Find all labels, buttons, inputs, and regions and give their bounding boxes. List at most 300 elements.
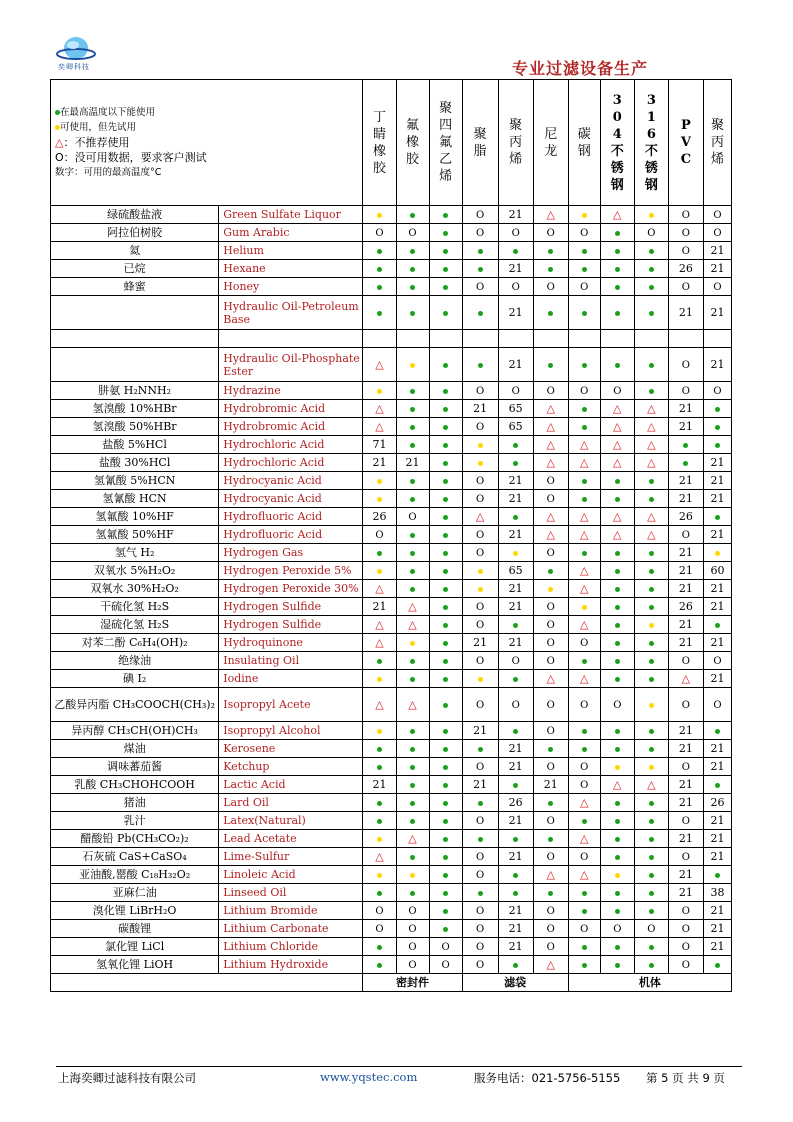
max-temperature-value: 21 — [508, 904, 523, 917]
green-dot-icon — [478, 747, 483, 752]
rating-cell — [568, 722, 600, 740]
green-dot-icon — [443, 729, 448, 734]
chemical-name-cn: 碘 I₂ — [51, 670, 219, 688]
max-temperature-value: 26 — [710, 796, 725, 809]
material-name-char: 聚 — [509, 118, 523, 133]
max-temperature-value: 21 — [678, 492, 693, 505]
max-temperature-value: 21 — [710, 582, 725, 595]
max-temperature-value: 71 — [372, 438, 387, 451]
no-data-ring-icon: O — [613, 923, 622, 935]
rating-cell — [533, 454, 568, 472]
max-temperature-value: 21 — [710, 904, 725, 917]
rating-cell — [498, 938, 533, 956]
green-dot-icon — [377, 551, 382, 556]
rating-cell — [462, 902, 498, 920]
max-temperature-value: 21 — [372, 456, 387, 469]
table-row — [51, 848, 732, 866]
green-dot-icon — [649, 891, 654, 896]
green-dot-icon — [649, 909, 654, 914]
green-dot-icon — [615, 855, 620, 860]
rating-cell — [533, 598, 568, 616]
rating-cell — [462, 794, 498, 812]
green-dot-icon — [649, 605, 654, 610]
max-temperature-value: 21 — [508, 262, 523, 275]
chemical-name-en: Isopropyl Alcohol — [219, 722, 363, 740]
yellow-dot-icon — [649, 213, 654, 218]
yellow-dot-icon — [377, 569, 382, 574]
rating-cell — [363, 688, 396, 722]
rating-cell — [703, 490, 731, 508]
green-dot-icon — [377, 267, 382, 272]
green-dot-icon — [548, 249, 553, 254]
green-dot-icon — [649, 479, 654, 484]
no-data-ring-icon: O — [681, 359, 690, 371]
material-name-char: 聚 — [473, 126, 487, 142]
table-row — [51, 688, 732, 722]
rating-cell — [600, 400, 634, 418]
rating-cell — [363, 242, 396, 260]
rating-cell — [634, 616, 668, 634]
rating-cell — [396, 722, 429, 740]
no-data-ring-icon: O — [546, 851, 555, 863]
no-data-ring-icon: O — [713, 655, 722, 667]
no-data-ring-icon: O — [713, 281, 722, 293]
green-dot-icon — [410, 569, 415, 574]
yellow-dot-icon — [715, 551, 720, 556]
rating-cell — [668, 418, 703, 436]
rating-cell — [634, 296, 668, 330]
green-dot-icon — [649, 945, 654, 950]
no-data-ring-icon: O — [580, 637, 589, 649]
max-temperature-value: 21 — [543, 778, 558, 791]
rating-cell — [462, 884, 498, 902]
yellow-dot-icon — [478, 587, 483, 592]
yellow-dot-icon — [410, 873, 415, 878]
rating-cell — [533, 260, 568, 278]
yellow-dot-icon — [377, 837, 382, 842]
chemical-name-cn: 氢氰酸 5%HCN — [51, 472, 219, 490]
rating-cell — [429, 526, 462, 544]
green-dot-icon — [410, 855, 415, 860]
green-dot-icon — [715, 515, 720, 520]
rating-cell — [396, 688, 429, 722]
rating-cell — [533, 224, 568, 242]
green-dot-icon — [443, 927, 448, 932]
green-dot-icon — [615, 363, 620, 368]
green-dot-icon — [443, 551, 448, 556]
green-dot-icon — [410, 389, 415, 394]
table-row — [51, 544, 732, 562]
rating-cell — [668, 330, 703, 348]
rating-cell — [568, 472, 600, 490]
no-data-ring-icon: O — [681, 281, 690, 293]
rating-cell — [462, 526, 498, 544]
green-dot-icon — [443, 623, 448, 628]
rating-cell — [568, 580, 600, 598]
green-dot-icon — [615, 311, 620, 316]
rating-cell — [600, 436, 634, 454]
material-name-char: 烯 — [710, 152, 724, 167]
rating-cell — [568, 348, 600, 382]
rating-cell — [668, 296, 703, 330]
chemical-name-cn: 煤油 — [51, 740, 219, 758]
rating-cell — [363, 562, 396, 580]
warning-triangle-icon: △ — [580, 868, 589, 881]
max-temperature-value: 21 — [508, 474, 523, 487]
rating-cell — [498, 562, 533, 580]
material-name-char: 聚 — [710, 118, 724, 133]
green-dot-icon — [443, 533, 448, 538]
warning-triangle-icon: △ — [613, 208, 622, 221]
rating-cell — [429, 688, 462, 722]
chemical-name-cn — [51, 296, 219, 330]
rating-cell — [668, 278, 703, 296]
table-row — [51, 526, 732, 544]
chemical-name-en: Green Sulfate Liquor — [219, 206, 363, 224]
green-dot-icon — [410, 213, 415, 218]
rating-cell — [396, 812, 429, 830]
chemical-name-en: Hydrofluoric Acid — [219, 526, 363, 544]
no-data-ring-icon: O — [681, 851, 690, 863]
group-blank — [51, 974, 363, 992]
rating-cell — [363, 616, 396, 634]
green-dot-icon — [443, 891, 448, 896]
no-data-ring-icon: O — [408, 941, 417, 953]
no-data-ring-icon: O — [476, 851, 485, 863]
chemical-name-en: Insulating Oil — [219, 652, 363, 670]
chemical-name-cn: 氢溴酸 10%HBr — [51, 400, 219, 418]
rating-cell — [568, 902, 600, 920]
rating-cell — [533, 436, 568, 454]
green-dot-icon — [443, 213, 448, 218]
rating-cell — [568, 866, 600, 884]
no-data-ring-icon: O — [580, 227, 589, 239]
rating-cell — [703, 296, 731, 330]
rating-cell — [568, 400, 600, 418]
rating-cell — [634, 902, 668, 920]
max-temperature-value: 21 — [508, 600, 523, 613]
rating-cell — [429, 508, 462, 526]
legend-text: ：没可用数据，要求客户测试 — [63, 151, 207, 164]
rating-cell — [668, 224, 703, 242]
chemical-name-en: Hexane — [219, 260, 363, 278]
material-column-header — [600, 80, 634, 206]
rating-cell — [703, 436, 731, 454]
material-column-header — [668, 80, 703, 206]
green-dot-icon — [649, 963, 654, 968]
rating-cell — [462, 920, 498, 938]
rating-cell — [703, 740, 731, 758]
rating-cell — [462, 330, 498, 348]
rating-cell — [533, 562, 568, 580]
rating-cell — [462, 508, 498, 526]
chemical-name-en: Ketchup — [219, 758, 363, 776]
no-data-ring-icon: O — [546, 601, 555, 613]
warning-triangle-icon: △ — [546, 510, 555, 523]
table-row — [51, 616, 732, 634]
rating-cell — [634, 400, 668, 418]
green-dot-icon — [410, 497, 415, 502]
no-data-ring-icon: O — [375, 529, 384, 541]
rating-cell — [462, 616, 498, 634]
max-temperature-value: 21 — [678, 796, 693, 809]
rating-cell — [396, 260, 429, 278]
no-data-ring-icon: O — [476, 601, 485, 613]
chemical-name-en: Kerosene — [219, 740, 363, 758]
no-data-ring-icon: O — [408, 923, 417, 935]
green-dot-icon — [715, 783, 720, 788]
rating-cell — [703, 956, 731, 974]
warning-triangle-icon: △ — [375, 582, 384, 595]
chemical-name-en: Gum Arabic — [219, 224, 363, 242]
rating-cell — [363, 884, 396, 902]
no-data-ring-icon: O — [580, 761, 589, 773]
rating-cell — [462, 242, 498, 260]
rating-cell — [634, 526, 668, 544]
rating-cell — [363, 956, 396, 974]
green-dot-icon — [683, 461, 688, 466]
rating-cell — [396, 866, 429, 884]
rating-cell — [600, 670, 634, 688]
max-temperature-value: 21 — [678, 742, 693, 755]
rating-cell — [429, 758, 462, 776]
material-group-label: 滤袋 — [462, 974, 568, 992]
warning-triangle-icon: △ — [580, 618, 589, 631]
material-group-label: 密封件 — [363, 974, 462, 992]
rating-cell — [533, 722, 568, 740]
material-name-char: 3 — [612, 92, 622, 108]
warning-triangle-icon: △ — [408, 698, 417, 711]
rating-cell — [498, 580, 533, 598]
rating-cell — [396, 794, 429, 812]
max-temperature-value: 65 — [508, 402, 523, 415]
no-data-ring-icon: O — [681, 209, 690, 221]
green-dot-icon — [615, 249, 620, 254]
green-dot-icon — [377, 819, 382, 824]
chemical-name-en: Hydrogen Gas — [219, 544, 363, 562]
green-dot-icon — [410, 249, 415, 254]
rating-cell — [533, 830, 568, 848]
rating-cell — [600, 830, 634, 848]
rating-cell — [498, 330, 533, 348]
yellow-dot-icon — [615, 765, 620, 770]
rating-cell — [600, 652, 634, 670]
rating-cell — [634, 260, 668, 278]
rating-cell — [703, 902, 731, 920]
rating-cell — [533, 242, 568, 260]
rating-cell — [568, 634, 600, 652]
yellow-dot-icon — [410, 363, 415, 368]
rating-cell — [533, 688, 568, 722]
rating-cell — [462, 956, 498, 974]
warning-triangle-icon: △ — [647, 778, 656, 791]
no-data-ring-icon: O — [647, 227, 656, 239]
rating-cell — [568, 490, 600, 508]
rating-cell — [429, 224, 462, 242]
table-row — [51, 884, 732, 902]
material-column-header — [568, 80, 600, 206]
max-temperature-value: 21 — [508, 492, 523, 505]
rating-cell — [600, 848, 634, 866]
rating-cell — [533, 848, 568, 866]
rating-cell — [396, 418, 429, 436]
green-dot-icon — [582, 363, 587, 368]
warning-triangle-icon: △ — [613, 510, 622, 523]
chemical-name-cn: 盐酸 30%HCl — [51, 454, 219, 472]
rating-cell — [462, 454, 498, 472]
rating-cell — [703, 830, 731, 848]
chemical-name-cn: 氢氟酸 10%HF — [51, 508, 219, 526]
no-data-ring-icon: O — [681, 699, 690, 711]
rating-cell — [568, 616, 600, 634]
max-temperature-value: 21 — [508, 922, 523, 935]
chemical-name-cn: 氯化锂 LiCl — [51, 938, 219, 956]
green-dot-icon — [410, 765, 415, 770]
rating-cell — [533, 580, 568, 598]
max-temperature-value: 21 — [710, 742, 725, 755]
rating-cell — [396, 652, 429, 670]
table-row — [51, 812, 732, 830]
rating-cell — [668, 382, 703, 400]
rating-cell — [429, 902, 462, 920]
rating-cell — [568, 670, 600, 688]
rating-cell — [600, 224, 634, 242]
no-data-ring-icon: O — [713, 699, 722, 711]
table-row — [51, 454, 732, 472]
green-dot-icon — [478, 267, 483, 272]
chemical-name-cn: 干硫化氢 H₂S — [51, 598, 219, 616]
rating-cell — [429, 938, 462, 956]
material-name-char: 碳 — [577, 126, 591, 142]
rating-cell — [668, 688, 703, 722]
no-data-ring-icon: O — [408, 511, 417, 523]
rating-cell — [703, 472, 731, 490]
rating-cell — [363, 436, 396, 454]
rating-cell — [600, 278, 634, 296]
chemical-name-en: Hydrochloric Acid — [219, 436, 363, 454]
yellow-dot-icon — [377, 389, 382, 394]
green-dot-icon — [649, 249, 654, 254]
no-data-ring-icon: O — [476, 547, 485, 559]
rating-cell — [703, 508, 731, 526]
rating-cell — [703, 242, 731, 260]
rating-cell — [396, 562, 429, 580]
green-dot-icon — [513, 729, 518, 734]
rating-cell — [429, 634, 462, 652]
green-dot-icon — [715, 623, 720, 628]
rating-cell — [533, 652, 568, 670]
no-data-ring-icon: O — [476, 619, 485, 631]
rating-cell — [429, 330, 462, 348]
rating-cell — [363, 330, 396, 348]
green-dot-icon — [443, 443, 448, 448]
max-temperature-value: 21 — [508, 760, 523, 773]
rating-cell — [429, 740, 462, 758]
rating-cell — [462, 382, 498, 400]
rating-cell — [533, 418, 568, 436]
chemical-name-cn: 肼氨 H₂NNH₂ — [51, 382, 219, 400]
legend — [51, 80, 363, 206]
rating-cell — [498, 436, 533, 454]
rating-cell — [498, 348, 533, 382]
green-dot-icon — [410, 747, 415, 752]
no-data-ring-icon: O — [580, 281, 589, 293]
rating-cell — [462, 348, 498, 382]
chemical-name-en: Hydrazine — [219, 382, 363, 400]
rating-cell — [498, 454, 533, 472]
rating-cell — [396, 278, 429, 296]
rating-cell — [429, 562, 462, 580]
green-dot-icon — [443, 461, 448, 466]
rating-cell — [703, 400, 731, 418]
green-dot-icon — [443, 285, 448, 290]
rating-cell — [668, 794, 703, 812]
rating-cell — [668, 956, 703, 974]
table-row — [51, 866, 732, 884]
rating-cell — [600, 722, 634, 740]
rating-cell — [363, 296, 396, 330]
rating-cell — [668, 562, 703, 580]
table-row — [51, 652, 732, 670]
rating-cell — [600, 884, 634, 902]
material-name-char: 聚 — [439, 101, 453, 116]
rating-cell — [634, 544, 668, 562]
rating-cell — [533, 776, 568, 794]
green-dot-icon — [649, 363, 654, 368]
max-temperature-value: 65 — [508, 420, 523, 433]
table-row — [51, 634, 732, 652]
warning-triangle-icon: △ — [647, 510, 656, 523]
rating-cell — [363, 206, 396, 224]
rating-cell — [703, 224, 731, 242]
rating-cell — [533, 616, 568, 634]
material-name-char: 龙 — [544, 143, 558, 159]
rating-cell — [600, 562, 634, 580]
rating-cell — [703, 866, 731, 884]
footer-url[interactable]: www.yqstec.com — [320, 1070, 418, 1084]
rating-cell — [429, 544, 462, 562]
no-data-ring-icon: O — [546, 761, 555, 773]
rating-cell — [703, 454, 731, 472]
green-dot-icon — [443, 783, 448, 788]
rating-cell — [634, 634, 668, 652]
green-dot-icon — [582, 497, 587, 502]
rating-cell — [568, 206, 600, 224]
max-temperature-value: 21 — [710, 474, 725, 487]
rating-cell — [634, 776, 668, 794]
material-name-char: V — [680, 135, 691, 150]
rating-cell — [668, 848, 703, 866]
green-dot-icon — [377, 249, 382, 254]
table-row — [51, 670, 732, 688]
green-dot-icon — [443, 587, 448, 592]
rating-cell — [568, 938, 600, 956]
no-data-ring-icon: O — [476, 905, 485, 917]
material-name-char: 橡 — [372, 143, 386, 159]
rating-cell — [363, 454, 396, 472]
rating-cell — [363, 812, 396, 830]
warning-triangle-icon: △ — [408, 832, 417, 845]
rating-cell — [668, 206, 703, 224]
rating-cell — [568, 884, 600, 902]
warning-triangle-icon: △ — [580, 528, 589, 541]
rating-cell — [498, 652, 533, 670]
rating-cell — [634, 670, 668, 688]
footer-page: 第 5 页 共 9 页 — [646, 1071, 725, 1085]
green-dot-icon — [615, 801, 620, 806]
table-row — [51, 436, 732, 454]
rating-cell — [498, 794, 533, 812]
